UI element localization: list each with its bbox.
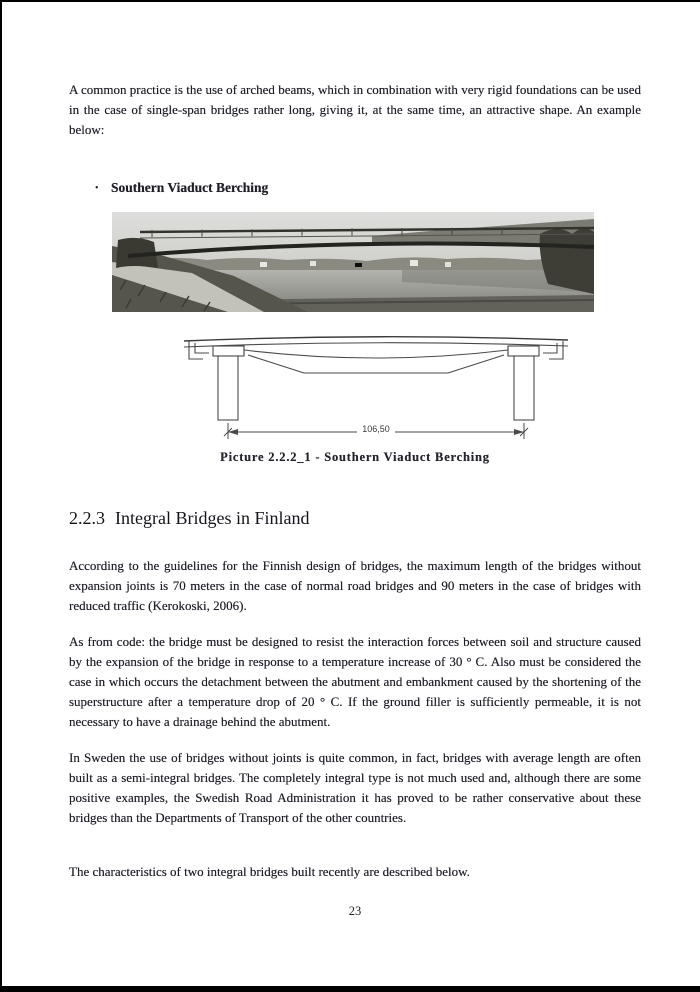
closing-paragraph: The characteristics of two integral bridges built recently are described below. (69, 864, 470, 879)
paragraph-finland-guidelines: According to the guidelines for the Finnish design of bridges, the maximum length of the bridges without expansion joints is 70 meters in the case of normal road bridges and 90 meters in the case of bridges with reduced traffic (Kerokoski, 2006). (69, 558, 641, 613)
section-title: Integral Bridges in Finland (115, 508, 310, 528)
bullet-item-label: Southern Viaduct Berching (111, 180, 269, 195)
section-number: 2.2.3 (69, 508, 105, 528)
page-number: 23 (348, 904, 362, 918)
section-heading (69, 506, 641, 530)
paragraph-code-requirements: As from code: the bridge must be designed to resist the interaction forces between soil and structure caused by the expansion of the bridge in response to a temperature increase of 30 ° C. Also must be considered the case in which occurs the detachment between the abutment and embankment caused by the shortening of the superstructure after a temperature drop of 20 ° C. If the ground filler is sufficiently permeable, it is not necessary to have a drainage behind the abutment. (69, 634, 641, 729)
bullet-list-item (95, 178, 641, 198)
bridge-photo (112, 212, 594, 312)
bridge-elevation-drawing (182, 328, 570, 442)
page-content (69, 2, 641, 919)
span-dimension-label: 106,50 (362, 424, 390, 434)
intro-paragraph: A common practice is the use of arched beams, which in combination with very rigid foundations can be used in the case of single-span bridges rather long, giving it, at the same time, an attractive shape. An example below: (69, 82, 641, 137)
figure-caption: Picture 2.2.2_1 - Southern Viaduct Berching (220, 450, 490, 464)
bullet-icon: • (95, 182, 99, 194)
paragraph-sweden: In Sweden the use of bridges without joints is quite common, in fact, bridges with average length are often built as a semi-integral bridges. The completely integral type is not much used and, although there are some positive examples, the Swedish Road Administration it has proved to be rather conservative about these bridges than the Departments of Transport of the other countries. (69, 750, 641, 825)
